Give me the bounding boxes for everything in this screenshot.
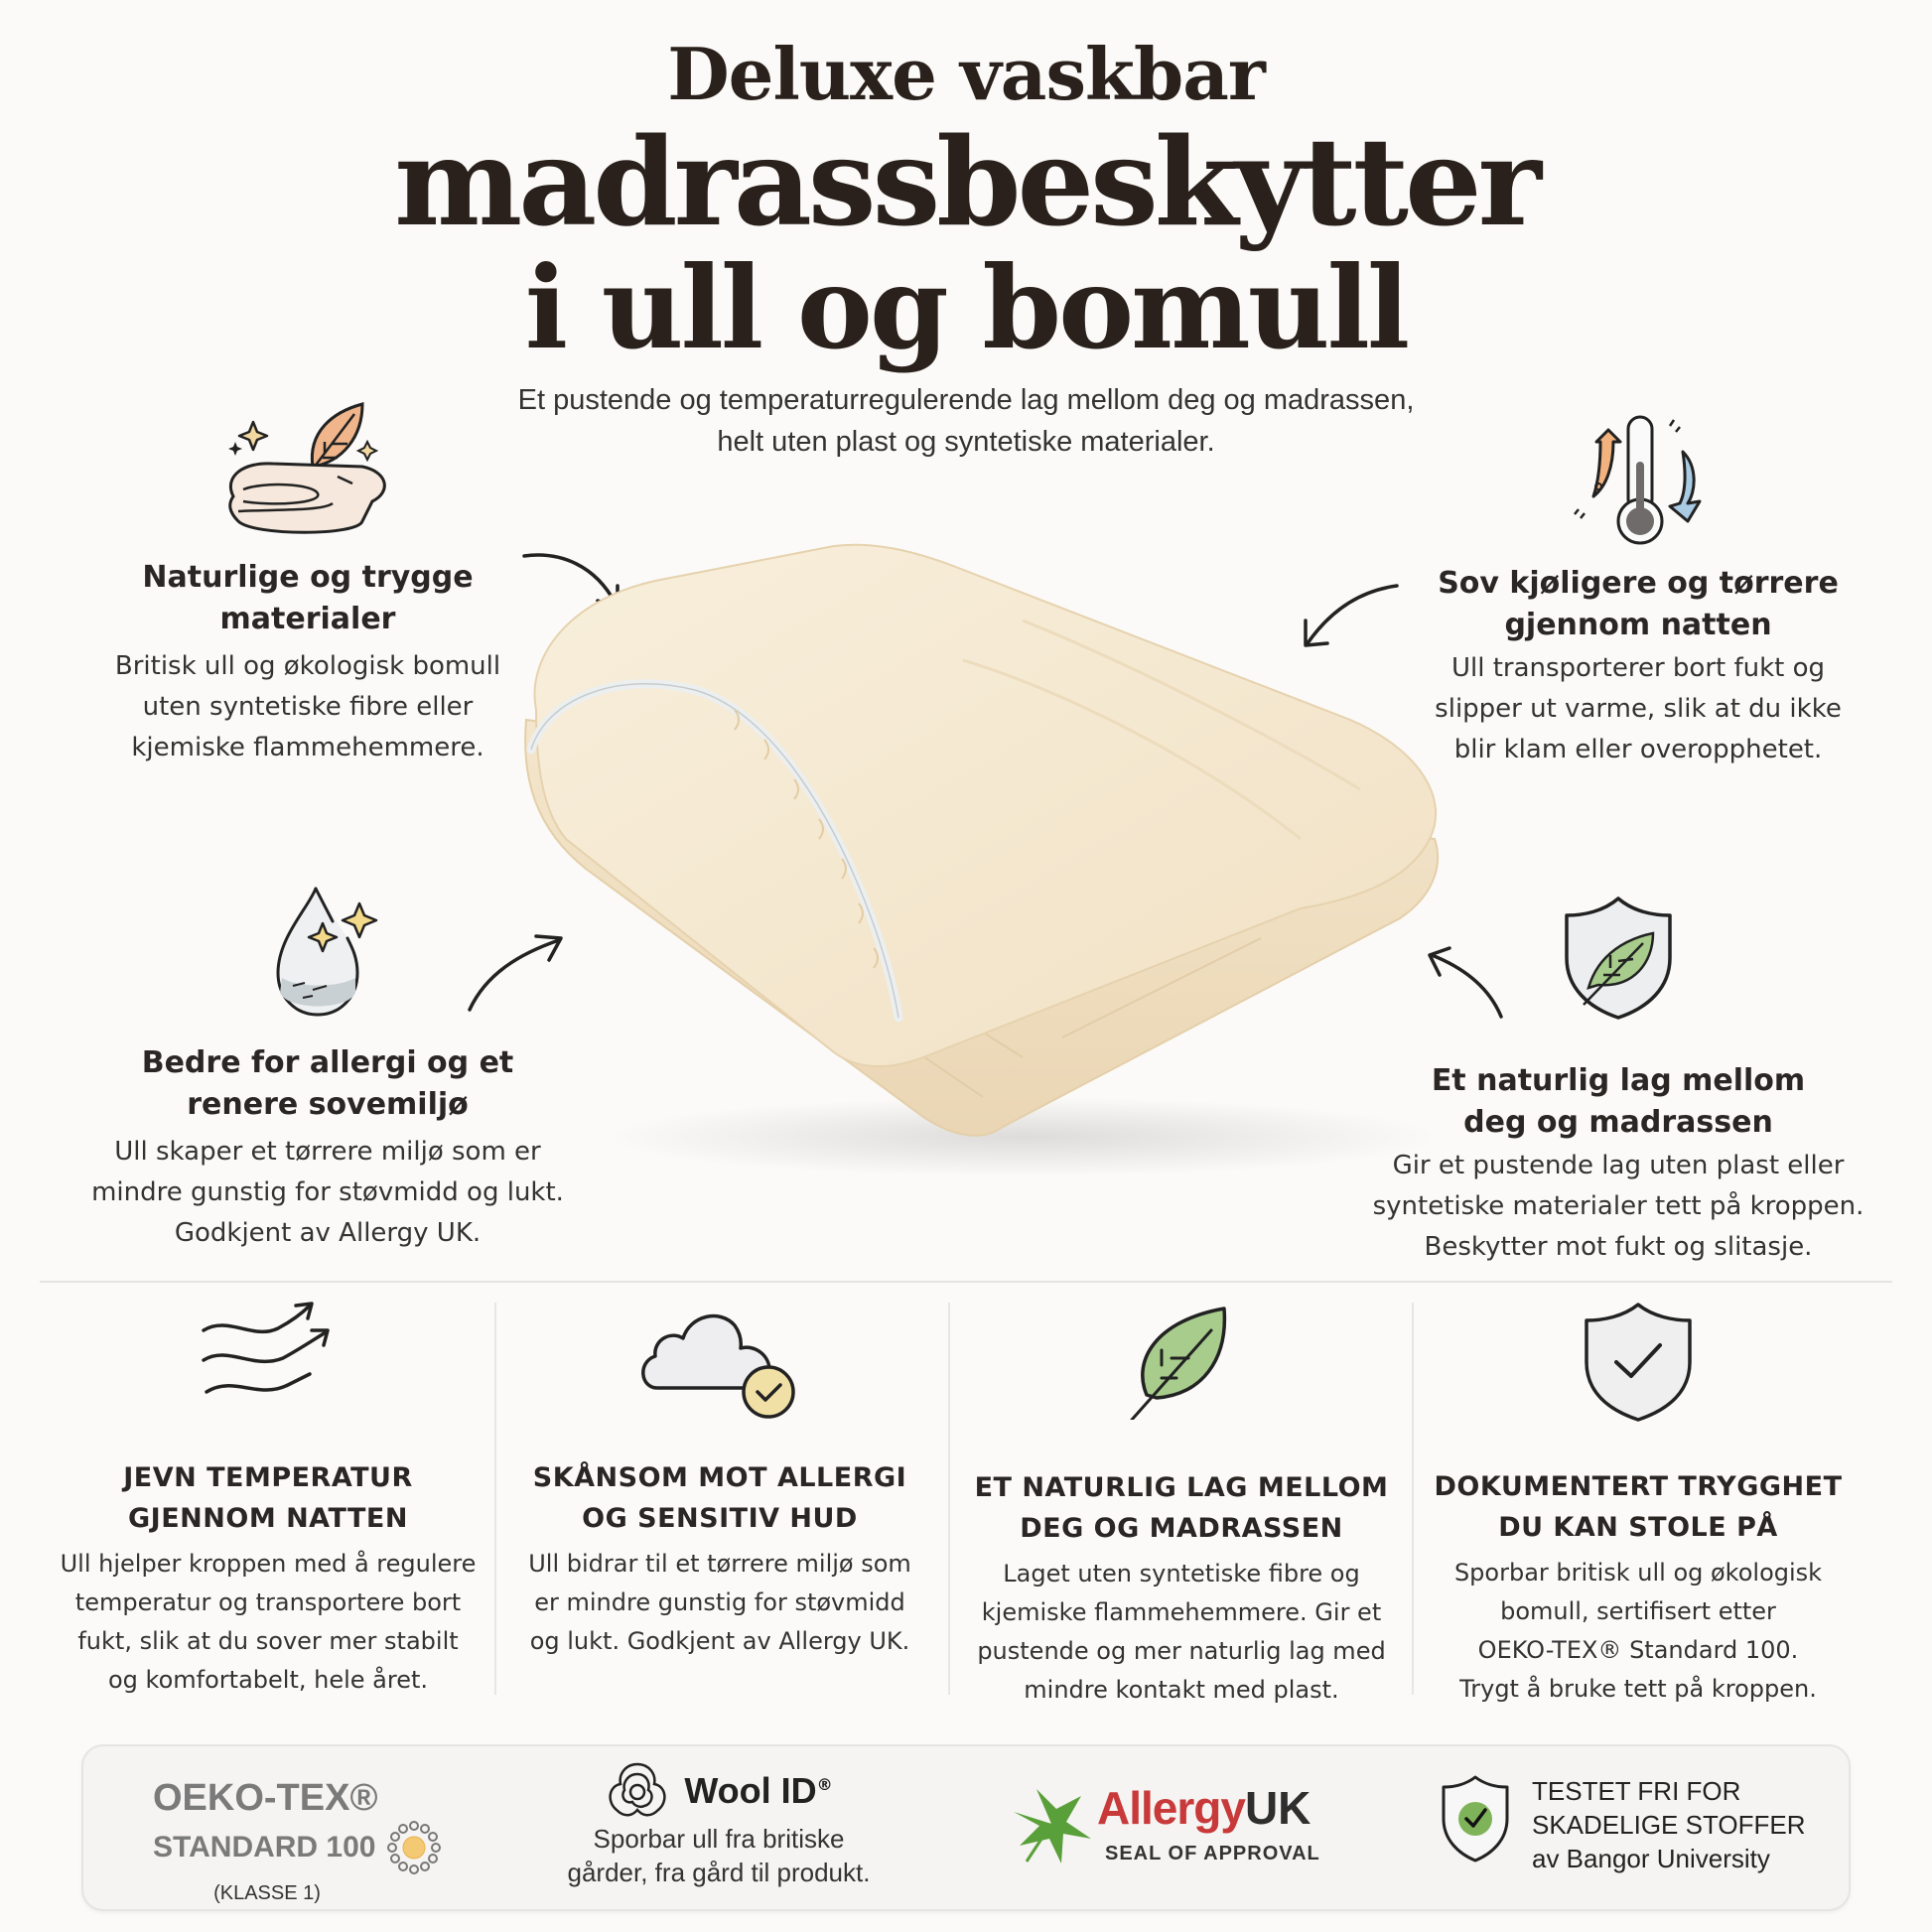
oekotex-class: (KLASSE 1) [213,1882,321,1904]
product-image-mattress-protector [506,541,1459,1176]
allergyuk-name-red: Allergy [1097,1782,1245,1834]
callout-title-line2: materialer [219,602,396,636]
cert-allergyuk [1012,1784,1320,1865]
subtitle-line-2: helt uten plast og syntetiske materialer. [717,426,1215,458]
callout-text-line: syntetiske materialer tett på kroppen. [1372,1191,1864,1221]
title-line-1: Deluxe vaskbar [667,32,1265,116]
benefit-text-line: og komfortabelt, hele året. [108,1666,428,1694]
benefit-text-line: bomull, sertifisert etter [1500,1597,1776,1625]
callout-text-line: Britisk ull og økologisk bomull [114,651,501,681]
leaf-icon [1117,1301,1246,1420]
title-line-2: madrassbeskytter [394,110,1538,253]
benefit-title-line1: SKÅNSOM MOT ALLERGI [532,1462,907,1493]
benefit-text-line: mindre kontakt med plast. [1024,1676,1339,1704]
benefit-title-line1: DOKUMENTERT TRYGGHET [1434,1471,1843,1502]
benefit-title-line2: GJENNOM NATTEN [128,1503,408,1534]
benefit-text-line: OEKO-TEX® Standard 100. [1477,1636,1799,1664]
allergyuk-name-dark: UK [1244,1782,1311,1834]
cert-oekotex [153,1778,444,1909]
benefit-text-line: temperatur og transportere bort [74,1588,462,1616]
benefit-title-line1: JEVN TEMPERATUR [123,1462,413,1493]
callout-title-line2: gjennom natten [1504,608,1772,642]
benefit-even-temperature [50,1301,486,1700]
callout-text-line: Beskytter mot fukt og slitasje. [1424,1232,1813,1262]
section-divider [40,1281,1892,1283]
shield-check-green-icon [1439,1774,1512,1863]
benefit-text-line: pustende og mer naturlig lag med [977,1637,1386,1665]
oekotex-standard: STANDARD 100 [153,1831,376,1863]
callout-text-line: uten syntetiske fibre eller [142,692,474,722]
allergyuk-leaf-icon [1012,1784,1093,1865]
column-divider [948,1303,950,1695]
benefit-documented-safety [1420,1301,1857,1709]
callout-title-line1: Naturlige og trygge [142,560,474,595]
benefit-text-line: kjemiske flammehemmere. Gir et [981,1598,1382,1626]
wool-ball-icon [605,1760,670,1822]
tested-line2: SKADELIGE STOFFER [1532,1810,1806,1840]
callout-text-line: Ull transporterer bort fukt og [1450,653,1826,683]
benefit-title-line2: OG SENSITIV HUD [582,1503,858,1534]
cert-tested-bangor [1439,1774,1805,1875]
benefit-text-line: Ull hjelper kroppen med å regulere [60,1550,477,1578]
column-divider [494,1303,496,1695]
oekotex-name: OEKO-TEX® [153,1777,378,1819]
column-divider [1412,1303,1414,1695]
benefit-text-line: Sporbar britisk ull og økologisk [1453,1559,1823,1587]
folded-blanket-leaf-icon [213,392,402,541]
tested-line1: TESTET FRI FOR [1532,1776,1741,1806]
shield-check-icon [1579,1301,1698,1425]
callout-cooler-drier [1400,412,1876,770]
page-title [0,30,1932,374]
benefit-text-line: fukt, slik at du sover mer stabilt [77,1627,459,1655]
subtitle-line-1: Et pustende og temperaturregulerende lag mellom deg og madrassen, [517,384,1415,416]
callout-text-line: kjemiske flammehemmere. [131,733,484,762]
callout-text-line: Gir et pustende lag uten plast eller [1392,1151,1845,1180]
benefit-allergy-gentle [501,1301,938,1661]
callout-text-line: Ull skaper et tørrere miljø som er [114,1137,541,1167]
benefit-text-line: Ull bidrar til et tørrere miljø som [528,1550,911,1578]
oekotex-flower-icon [384,1818,444,1877]
woolid-name: Wool ID [684,1770,817,1811]
callout-title-line1: Sov kjøligere og tørrere [1438,566,1839,601]
callout-title-line2: deg og madrassen [1463,1105,1773,1140]
callout-text-line: blir klam eller overopphetet. [1453,735,1823,764]
cert-woolid [540,1760,897,1889]
benefit-natural-layer [963,1301,1400,1710]
benefit-title-line2: DEG OG MADRASSEN [1020,1513,1343,1544]
cloud-check-icon [635,1301,804,1420]
title-line-3: i ull og bomull [524,241,1408,374]
allergyuk-seal: SEAL OF APPROVAL [1105,1843,1320,1864]
airflow-waves-icon [199,1301,338,1410]
callout-text-line: slipper ut varme, slik at du ikke [1435,694,1842,724]
woolid-registered-mark: ® [816,1774,833,1794]
callout-text-line: Godkjent av Allergy UK. [174,1218,482,1248]
shield-leaf-icon [1559,894,1678,1023]
tested-line3: av Bangor University [1532,1844,1770,1873]
sparkling-drop-icon [268,884,387,1023]
callout-natural-materials [89,392,526,768]
certification-bar [81,1744,1851,1911]
benefit-text-line: Trygt å bruke tett på kroppen. [1459,1675,1817,1703]
benefit-title-line1: ET NATURLIG LAG MELLOM [974,1472,1389,1503]
benefit-text-line: og lukt. Godkjent av Allergy UK. [529,1627,910,1655]
callout-title-line2: renere sovemiljø [187,1087,469,1122]
benefit-text-line: Laget uten syntetiske fibre og [1003,1560,1360,1587]
woolid-desc-line1: Sporbar ull fra britiske [593,1824,845,1854]
callout-text-line: mindre gunstig for støvmidd og lukt. [91,1177,564,1207]
woolid-desc-line2: gårder, fra gård til produkt. [567,1858,871,1887]
benefit-text-line: er mindre gunstig for støvmidd [534,1588,905,1616]
benefit-title-line2: DU KAN STOLE PÅ [1498,1512,1778,1543]
callout-title-line1: Bedre for allergi og et [141,1045,514,1080]
callout-title-line1: Et naturlig lag mellom [1431,1063,1806,1098]
thermometer-arrows-icon [1559,412,1718,551]
